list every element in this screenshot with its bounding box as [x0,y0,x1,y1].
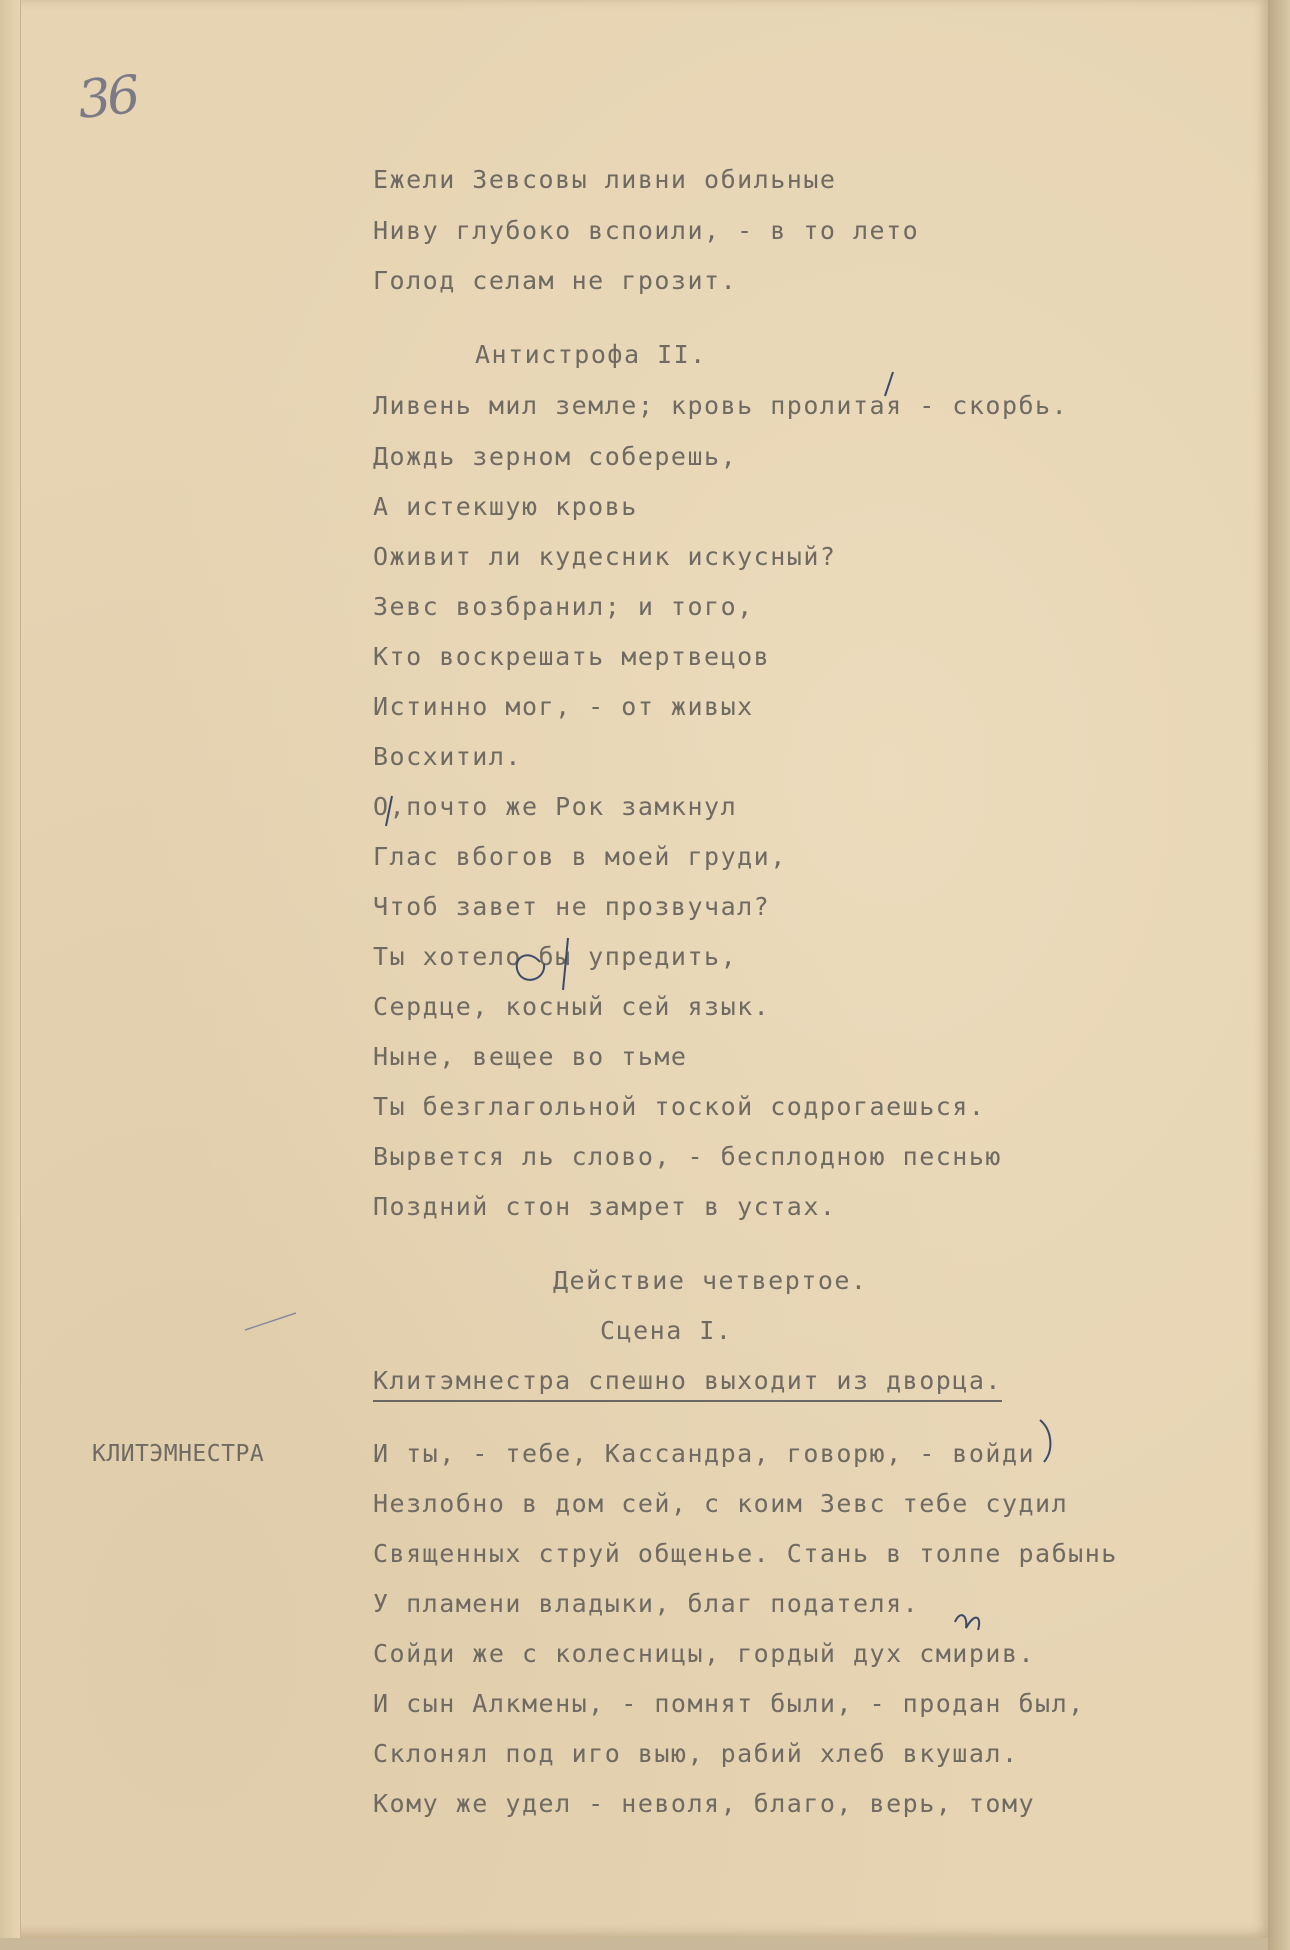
speaker-name: КЛИТЭМНЕСТРА [92,1441,265,1467]
verse-line: Дождь зерном соберешь, [373,442,738,471]
speech-line: И ты, - тебе, Кассандра, говорю, - войди [373,1439,1036,1468]
act-heading: Действие четвертое. [553,1266,868,1295]
verse-line: Истинно мог, - от живых [373,692,754,721]
verse-line: Глас вбогов в моей груди, [373,842,787,871]
verse-line: Поздний стон замрет в устах. [373,1192,837,1221]
pen-tick-mark [885,372,893,396]
verse-line: Вырвется ль слово, - бесплодною песнью [373,1142,1002,1171]
verse-line: Оживит ли кудесник искусный? [373,542,837,571]
page-right-margin [1268,0,1290,1950]
verse-line: Кто воскрешать мертвецов [373,642,771,671]
verse-line: Чтоб завет не прозвучал? [373,892,771,921]
verse-line: Ливень мил земле; кровь пролитая - скорбь. [373,391,1069,420]
speech-line: Сойди же с колесницы, гордый дух смирив. [373,1639,1036,1668]
pen-bracket-mark [1040,1420,1050,1462]
pen-letter-mark [955,1615,979,1630]
verse-line: Восхитил. [373,742,522,771]
verse-line: Голод селам не грозит. [373,266,738,295]
verse-line: Ныне, вещее во тьме [373,1042,688,1071]
pen-comma-mark [386,796,392,826]
verse-line: О,почто же Рок замкнул [373,792,738,821]
scene-heading: Сцена I. [600,1316,733,1345]
speech-line: И сын Алкмены, - помнят были, - продан был, [373,1689,1085,1718]
speech-line: Кому же удел - неволя, благо, верь, тому [373,1789,1036,1818]
speech-line: Священных струй общенье. Стань в толпе рабынь [373,1539,1118,1568]
verse-line: Зевс возбранил; и того, [373,592,754,621]
speech-line: Незлобно в дом сей, с коим Зевс тебе судил [373,1489,1069,1518]
verse-line: Ниву глубоко вспоили, - в то лето [373,216,920,245]
pen-strike-mark [563,938,568,990]
verse-line: Ежели Зевсовы ливни обильные [373,165,837,194]
verse-line: Сердце, косный сей язык. [373,992,771,1021]
stage-direction: Клитэмнестра спешно выходит из дворца. [373,1364,1002,1402]
speech-line: Склонял под иго выю, рабий хлеб вкушал. [373,1739,1019,1768]
speech-line: У пламени владыки, благ подателя. [373,1589,920,1618]
pen-stray-stroke [245,1313,296,1330]
pen-correction-mark [517,955,544,980]
handwritten-page-number: 36 [75,65,140,131]
verse-line: А истекшую кровь [373,492,638,521]
verse-line: Ты безглагольной тоской содрогаешься. [373,1092,986,1121]
antistrophe-heading: Антистрофа II. [475,340,707,369]
verse-line: Ты хотело бы упредить, [373,942,738,971]
